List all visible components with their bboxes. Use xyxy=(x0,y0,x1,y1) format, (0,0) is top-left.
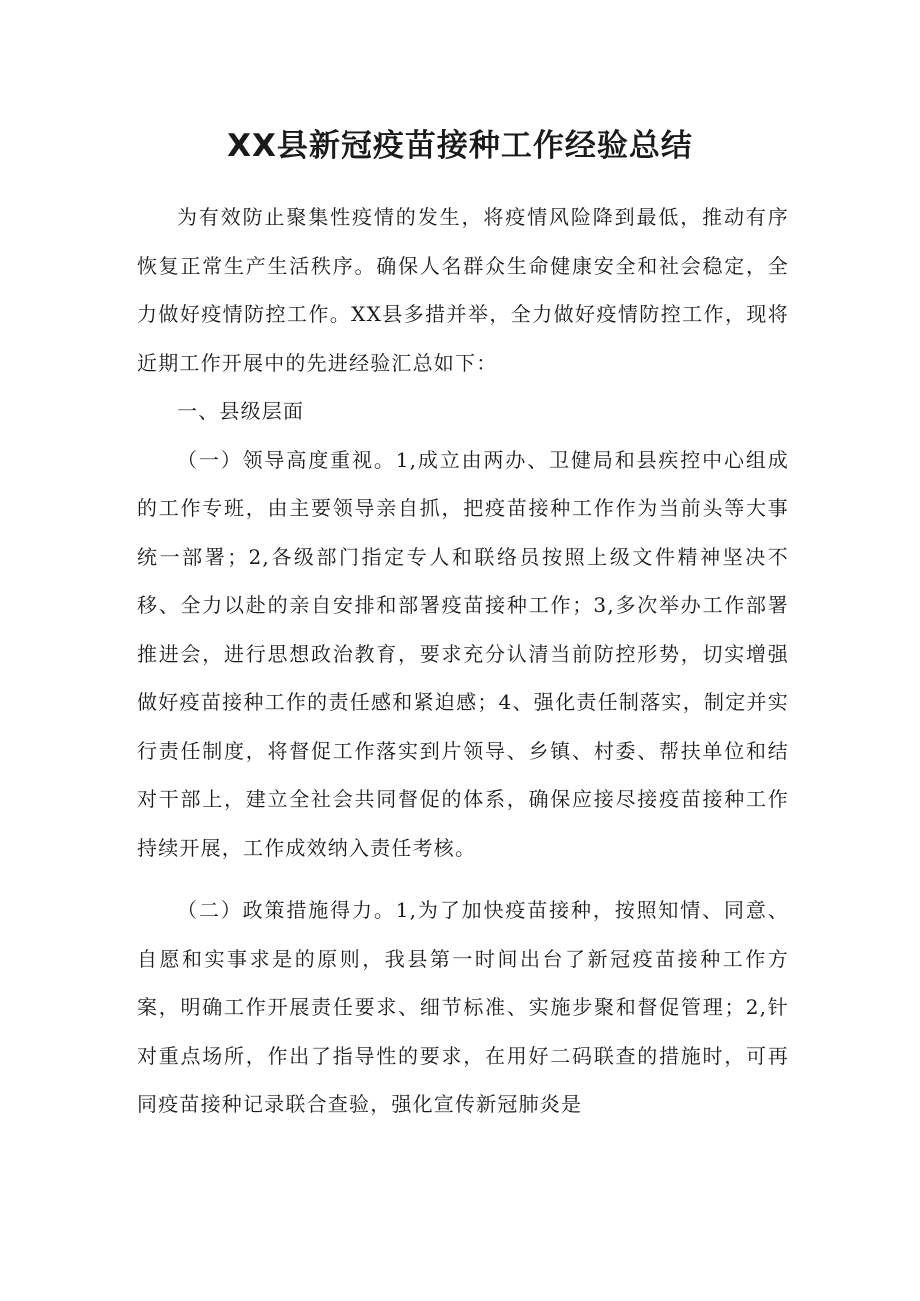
document-body xyxy=(137,193,789,1129)
section-heading: 一、县级层面 xyxy=(177,399,305,423)
subsection-policy-paragraph: （二）政策措施得力。1,为了加快疫苗接种，按照知情、同意、自愿和实事求是的原则，我县第一时间出台了新冠疫苗接种工作方案，明确工作开展责任要求、细节标准、实施步聚和督促管理；2,针对重点场所，作出了指导性的要求，在用好二码联查的措施时，可再同疫苗接种记录联合查验，强化宣传新冠肺炎是 xyxy=(137,898,789,1116)
intro-paragraph: 为有效防止聚集性疫情的发生，将疫情风险降到最低，推动有序恢复正常生产生活秩序。确保人名群众生命健康安全和社会稳定，全力做好疫情防控工作。XX县多措并举，全力做好疫情防控工作，现将近期工作开展中的先进经验汇总如下： xyxy=(137,205,789,375)
document-title: XX县新冠疫苗接种工作经验总结 xyxy=(227,128,693,164)
subsection-leadership-paragraph: （一）领导高度重视。1,成立由两办、卫健局和县疾控中心组成的工作专班，由主要领导亲自抓，把疫苗接种工作作为当前头等大事统一部署；2,各级部门指定专人和联络员按照上级文件精神坚决不移、全力以赴的亲自安排和部署疫苗接种工作；3,多次举办工作部署推进会，进行思想政治教育，要求充分认清当前防控形势，切实增强做好疫苗接种工作的责任感和紧迫感；4、强化责任制落实，制定并实行责任制度，将督促工作落实到片领导、乡镇、村委、帮扶单位和结对干部上，建立全社会共同督促的体系，确保应接尽接疫苗接种工作持续开展，工作成效纳入责任考核。 xyxy=(137,447,789,860)
